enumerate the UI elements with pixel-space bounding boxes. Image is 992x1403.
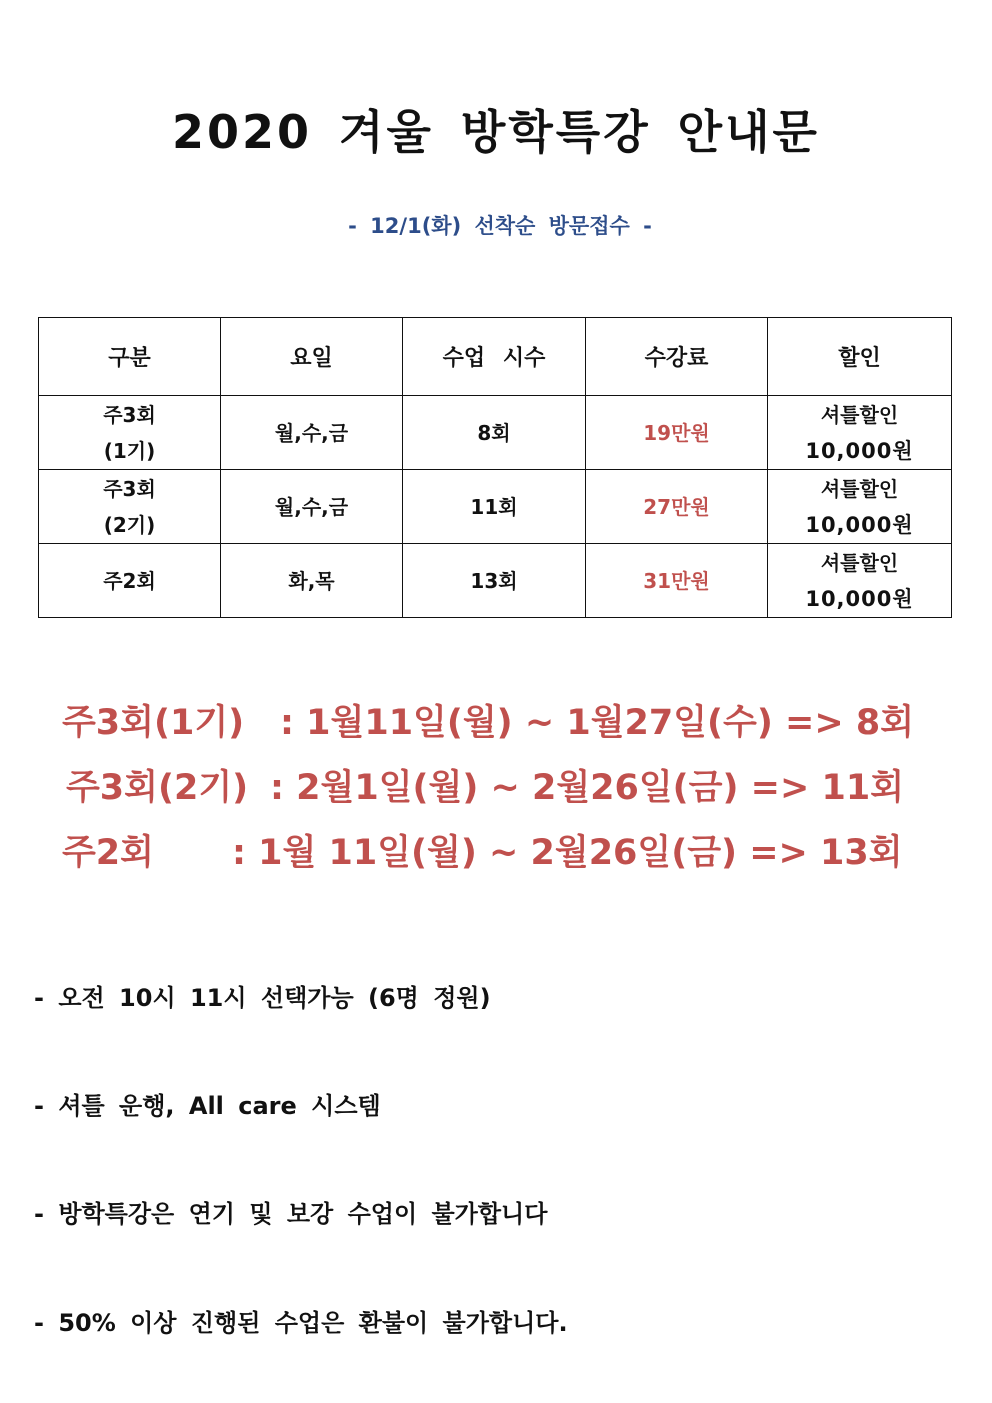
sessions-cell: 8회 — [403, 396, 586, 470]
table-row — [39, 396, 952, 470]
category-term: (2기) — [103, 512, 156, 537]
header-fee: 수강료 — [586, 318, 768, 396]
period-row — [0, 695, 992, 755]
period-range: : 1월 11일(월) ~ 2월26일(금) => 13회 — [232, 833, 903, 873]
category-cell — [39, 470, 221, 544]
period-range: : 2월1일(월) ~ 2월26일(금) => 11회 — [270, 768, 905, 808]
discount-amount: 10,000원 — [805, 512, 914, 537]
days-cell: 월,수,금 — [221, 396, 403, 470]
header-days: 요일 — [221, 318, 403, 396]
period-row — [0, 760, 992, 820]
discount-cell — [768, 470, 952, 544]
header-discount: 할인 — [768, 318, 952, 396]
category-name: 주3회 — [103, 476, 156, 501]
category-cell — [39, 544, 221, 618]
note-item: - 50% 이상 진행된 수업은 환불이 불가합니다. — [34, 1309, 568, 1337]
period-name: 주2회 — [62, 833, 154, 873]
discount-label: 셔틀할인 — [820, 476, 899, 501]
category-term: (1기) — [103, 438, 156, 463]
note-item: - 방학특강은 연기 및 보강 수업이 불가합니다 — [34, 1200, 548, 1228]
schedule-table — [38, 317, 952, 618]
table-row — [39, 544, 952, 618]
table-row — [39, 470, 952, 544]
table-header-row — [39, 318, 952, 396]
sessions-cell: 11회 — [403, 470, 586, 544]
sessions-cell: 13회 — [403, 544, 586, 618]
discount-cell — [768, 544, 952, 618]
category-cell — [39, 396, 221, 470]
note-item: - 셔틀 운행, All care 시스템 — [34, 1092, 381, 1120]
fee-cell: 19만원 — [586, 396, 768, 470]
days-cell: 화,목 — [221, 544, 403, 618]
page-title: 2020 겨울 방학특강 안내문 — [172, 105, 820, 159]
discount-label: 셔틀할인 — [820, 402, 899, 427]
discount-cell — [768, 396, 952, 470]
discount-amount: 10,000원 — [805, 586, 914, 611]
days-cell: 월,수,금 — [221, 470, 403, 544]
note-item: - 오전 10시 11시 선택가능 (6명 정원) — [34, 984, 491, 1012]
discount-label: 셔틀할인 — [820, 550, 899, 575]
period-row — [0, 825, 992, 885]
page-subtitle: - 12/1(화) 선착순 방문접수 - — [348, 214, 652, 238]
period-range: : 1월11일(월) ~ 1월27일(수) => 8회 — [280, 703, 915, 743]
category-name: 주2회 — [103, 568, 156, 593]
fee-cell: 31만원 — [586, 544, 768, 618]
period-name: 주3회(2기) — [66, 768, 249, 808]
fee-cell: 27만원 — [586, 470, 768, 544]
header-sessions: 수업 시수 — [403, 318, 586, 396]
period-name: 주3회(1기) — [62, 703, 245, 743]
discount-amount: 10,000원 — [805, 438, 914, 463]
header-category: 구분 — [39, 318, 221, 396]
category-name: 주3회 — [103, 402, 156, 427]
